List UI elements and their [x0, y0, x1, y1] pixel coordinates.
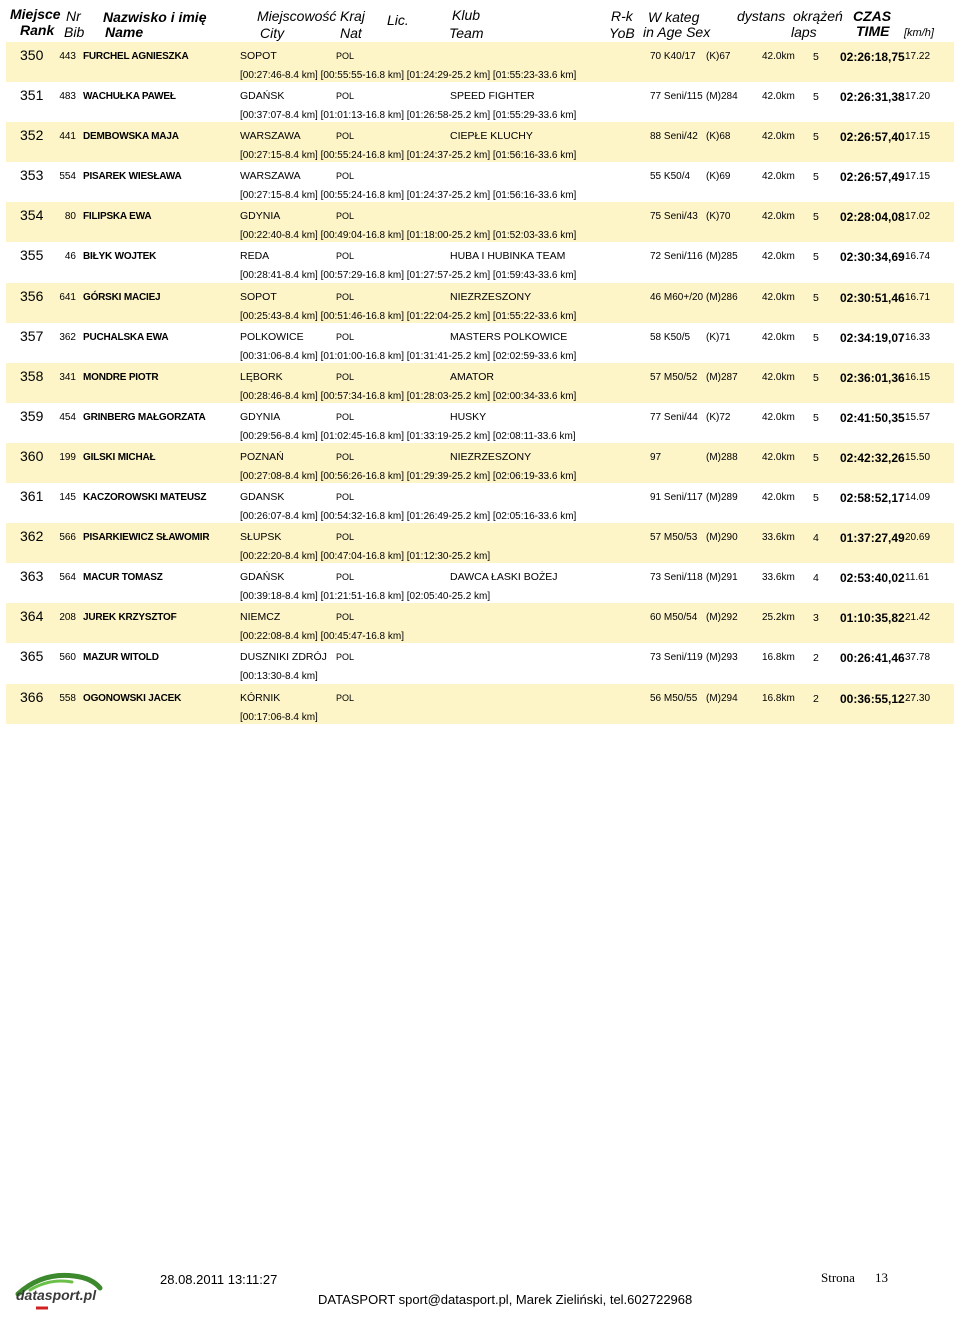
bib-number: 199 — [59, 451, 76, 463]
header-city-pl: Miejscowość — [257, 8, 337, 24]
rank: 355 — [20, 247, 44, 264]
rank: 366 — [20, 688, 44, 705]
city: POLKOWICE — [240, 330, 304, 343]
header-lic: Lic. — [387, 12, 409, 28]
sex-rank: (M)289 — [706, 492, 738, 504]
distance: 33.6km — [762, 532, 795, 544]
distance: 42.0km — [762, 411, 795, 423]
speed: 11.61 — [905, 572, 930, 584]
header-time-pl: CZAS — [853, 8, 892, 24]
nationality: POL — [336, 572, 355, 583]
participant-name: MAZUR WITOLD — [83, 652, 159, 664]
city: GDANSK — [240, 491, 285, 504]
finish-time: 02:34:19,07 — [840, 330, 905, 345]
finish-time: 02:42:32,26 — [840, 450, 905, 465]
city: WARSZAWA — [240, 170, 301, 183]
bib-number: 341 — [59, 371, 76, 383]
table-row — [6, 162, 954, 202]
table-row — [6, 443, 954, 483]
team-name: HUBA I HUBINKA TEAM — [450, 250, 566, 263]
city: SOPOT — [240, 50, 277, 62]
sex-rank: (M)287 — [706, 371, 738, 383]
bib-number: 46 — [64, 251, 76, 263]
split-times: [00:28:41-8.4 km] [00:57:29-16.8 km] [01:27:57-25.2 km] [01:59:43-33.6 km] — [240, 270, 577, 282]
city: SOPOT — [240, 290, 277, 303]
rank: 360 — [20, 447, 44, 464]
rank: 365 — [20, 648, 44, 665]
table-row — [6, 283, 954, 323]
rank: 350 — [20, 47, 44, 63]
distance: 42.0km — [762, 492, 795, 504]
city: REDA — [240, 250, 270, 263]
age-category: 77 Seni/115 — [650, 91, 703, 103]
team-name: NIEZRZESZONY — [450, 450, 532, 463]
age-category: 58 K50/5 — [650, 331, 691, 343]
laps-count: 5 — [813, 171, 819, 184]
laps-count: 4 — [813, 572, 819, 585]
finish-time: 00:36:55,12 — [840, 691, 905, 706]
nationality: POL — [336, 51, 355, 61]
participant-name: FURCHEL AGNIESZKA — [83, 51, 189, 62]
age-category: 70 K40/17 — [650, 51, 696, 62]
bib-number: 483 — [59, 91, 76, 103]
city: LĘBORK — [240, 370, 283, 383]
speed: 16.74 — [905, 251, 931, 263]
age-category: 91 Seni/117 — [650, 492, 703, 504]
city: GDYNIA — [240, 410, 281, 423]
participant-name: BIŁYK WOJTEK — [83, 251, 157, 263]
age-category: 60 M50/54 — [650, 612, 698, 624]
table-row — [6, 643, 954, 683]
rank: 361 — [20, 488, 44, 505]
nationality: POL — [336, 331, 355, 342]
logo-text: datasport.pl — [16, 1287, 97, 1303]
bib-number: 564 — [59, 572, 76, 584]
header-yob-pl: R-k — [611, 8, 633, 24]
speed: 27.30 — [905, 692, 931, 704]
header-category-pl: W kateg — [648, 9, 700, 25]
sex-rank: (M)292 — [706, 612, 738, 624]
speed: 37.78 — [905, 652, 931, 664]
bib-number: 80 — [64, 211, 76, 223]
finish-time: 02:26:18,75 — [840, 50, 905, 64]
split-times: [00:17:06-8.4 km] — [240, 711, 318, 723]
nationality: POL — [336, 652, 355, 663]
laps-count: 5 — [813, 291, 819, 304]
team-name: AMATOR — [450, 370, 494, 383]
city: NIEMCZ — [240, 611, 281, 624]
age-category: 73 Seni/119 — [650, 652, 703, 664]
table-row — [6, 523, 954, 563]
laps-count: 5 — [813, 211, 819, 224]
nationality: POL — [336, 291, 355, 302]
laps-count: 5 — [813, 331, 819, 344]
footer-page-label: Strona — [821, 1270, 855, 1285]
rank: 364 — [20, 608, 44, 625]
distance: 42.0km — [762, 371, 795, 383]
header-time-en: TIME — [856, 23, 890, 39]
sex-rank: (K)70 — [706, 211, 731, 223]
sex-rank: (M)288 — [706, 451, 738, 463]
laps-count: 5 — [813, 371, 819, 384]
table-row — [6, 323, 954, 363]
speed: 16.15 — [905, 371, 931, 383]
rank: 352 — [20, 127, 44, 144]
sex-rank: (K)68 — [706, 131, 731, 143]
sex-rank: (K)71 — [706, 331, 731, 343]
laps-count: 4 — [813, 532, 819, 545]
participant-name: OGONOWSKI JACEK — [83, 692, 182, 704]
results-table — [6, 42, 954, 724]
split-times: [00:26:07-8.4 km] [00:54:32-16.8 km] [01:26:49-25.2 km] [02:05:16-33.6 km] — [240, 511, 577, 523]
footer-page-number: 13 — [875, 1270, 888, 1285]
finish-time: 02:26:57,40 — [840, 130, 905, 145]
nationality: POL — [336, 451, 355, 462]
sex-rank: (K)69 — [706, 171, 731, 183]
age-category: 55 K50/4 — [650, 171, 691, 183]
bib-number: 560 — [59, 652, 76, 664]
header-laps-pl: okrążeń — [793, 8, 843, 24]
laps-count: 5 — [813, 251, 819, 264]
speed: 16.33 — [905, 331, 931, 343]
sex-rank: (M)290 — [706, 532, 738, 544]
participant-name: FILIPSKA EWA — [83, 211, 152, 223]
age-category: 88 Seni/42 — [650, 131, 698, 143]
team-name: HUSKY — [450, 410, 487, 423]
table-row — [6, 483, 954, 523]
nationality: POL — [336, 532, 355, 543]
header-rank-en: Rank — [20, 22, 55, 38]
rank: 362 — [20, 528, 44, 545]
participant-name: GRINBERG MAŁGORZATA — [83, 411, 206, 423]
team-name: SPEED FIGHTER — [450, 90, 535, 103]
participant-name: PUCHALSKA EWA — [83, 331, 169, 343]
finish-time: 02:36:01,36 — [840, 370, 905, 385]
table-row — [6, 82, 954, 122]
rank: 353 — [20, 167, 44, 184]
finish-time: 01:37:27,49 — [840, 531, 905, 546]
nationality: POL — [336, 211, 355, 222]
bib-number: 454 — [59, 411, 76, 423]
rank: 354 — [20, 207, 44, 224]
split-times: [00:29:56-8.4 km] [01:02:45-16.8 km] [01:33:19-25.2 km] [02:08:11-33.6 km] — [240, 430, 576, 442]
distance: 42.0km — [762, 91, 795, 103]
laps-count: 5 — [813, 411, 819, 424]
city: WARSZAWA — [240, 130, 301, 143]
split-times: [00:27:15-8.4 km] [00:55:24-16.8 km] [01:24:37-25.2 km] [01:56:16-33.6 km] — [240, 150, 577, 162]
table-row — [6, 202, 954, 242]
bib-number: 554 — [59, 171, 76, 183]
speed: 17.02 — [905, 211, 931, 223]
distance: 33.6km — [762, 572, 795, 584]
speed: 15.57 — [905, 411, 931, 423]
participant-name: PISARKIEWICZ SŁAWOMIR — [83, 532, 210, 544]
header-yob-en: YoB — [609, 25, 635, 41]
speed: 15.50 — [905, 451, 931, 463]
finish-time: 02:26:31,38 — [840, 90, 905, 105]
rank: 363 — [20, 568, 44, 585]
team-name: MASTERS POLKOWICE — [450, 330, 568, 343]
speed: 21.42 — [905, 612, 931, 624]
laps-count: 2 — [813, 652, 819, 665]
finish-time: 02:26:57,49 — [840, 170, 905, 185]
age-category: 46 M60+/20 — [650, 291, 704, 303]
participant-name: GILSKI MICHAŁ — [83, 451, 156, 463]
header-name-en: Name — [105, 24, 144, 40]
age-category: 57 M50/53 — [650, 532, 698, 544]
distance: 16.8km — [762, 692, 795, 704]
rank: 356 — [20, 287, 44, 304]
table-row — [6, 242, 954, 282]
laps-count: 3 — [813, 612, 819, 625]
participant-name: MONDRE PIOTR — [83, 371, 159, 383]
rank: 359 — [20, 407, 44, 424]
sex-rank: (M)291 — [706, 572, 738, 584]
header-name-pl: Nazwisko i imię — [103, 9, 207, 25]
bib-number: 362 — [59, 331, 76, 343]
distance: 42.0km — [762, 211, 795, 223]
table-row — [6, 563, 954, 603]
distance: 42.0km — [762, 51, 795, 62]
table-row — [6, 122, 954, 162]
bib-number: 145 — [59, 492, 76, 504]
bib-number: 558 — [59, 692, 76, 704]
header-nat-en: Nat — [340, 25, 362, 41]
age-category: 75 Seni/43 — [650, 211, 698, 223]
speed: 20.69 — [905, 532, 931, 544]
city: GDAŃSK — [240, 90, 285, 103]
city: GDAŃSK — [240, 571, 285, 584]
laps-count: 5 — [813, 51, 819, 63]
bib-number: 441 — [59, 131, 76, 143]
table-row — [6, 403, 954, 443]
distance: 42.0km — [762, 131, 795, 143]
nationality: POL — [336, 371, 355, 382]
table-row — [6, 363, 954, 403]
participant-name: WACHUŁKA PAWEŁ — [83, 91, 176, 103]
participant-name: MACUR TOMASZ — [83, 572, 163, 584]
city: KÓRNIK — [240, 691, 281, 704]
speed: 17.15 — [905, 131, 931, 143]
split-times: [00:22:08-8.4 km] [00:45:47-16.8 km] — [240, 631, 404, 643]
rank: 351 — [20, 87, 44, 104]
city: DUSZNIKI ZDRÓJ — [240, 651, 327, 664]
sex-rank: (M)293 — [706, 652, 738, 664]
city: GDYNIA — [240, 210, 281, 223]
team-name: NIEZRZESZONY — [450, 290, 532, 303]
split-times: [00:13:30-8.4 km] — [240, 671, 318, 683]
distance: 42.0km — [762, 251, 795, 263]
finish-time: 02:53:40,02 — [840, 571, 905, 586]
age-category: 56 M50/55 — [650, 692, 698, 704]
nationality: POL — [336, 131, 355, 142]
participant-name: JUREK KRZYSZTOF — [83, 612, 177, 624]
distance: 42.0km — [762, 451, 795, 463]
sex-rank: (M)294 — [706, 692, 738, 704]
speed: 16.71 — [905, 291, 931, 303]
participant-name: KACZOROWSKI MATEUSZ — [83, 492, 207, 504]
speed: 17.20 — [905, 91, 931, 103]
laps-count: 5 — [813, 91, 819, 104]
team-name: DAWCA ŁASKI BOŻEJ — [450, 571, 558, 584]
bib-number: 566 — [59, 532, 76, 544]
sex-rank: (M)285 — [706, 251, 738, 263]
bib-number: 641 — [59, 291, 76, 303]
laps-count: 5 — [813, 451, 819, 464]
speed: 14.09 — [905, 492, 931, 504]
distance: 16.8km — [762, 652, 795, 664]
finish-time: 02:30:51,46 — [840, 290, 905, 305]
footer-datetime: 28.08.2011 13:11:27 — [160, 1272, 278, 1287]
bib-number: 208 — [59, 612, 76, 624]
participant-name: PISAREK WIESŁAWA — [83, 171, 182, 183]
rank: 358 — [20, 367, 44, 384]
header-bib-en: Bib — [64, 24, 85, 40]
finish-time: 02:58:52,17 — [840, 491, 905, 506]
header-city-en: City — [260, 25, 285, 41]
split-times: [00:22:40-8.4 km] [00:49:04-16.8 km] [01:18:00-25.2 km] [01:52:03-33.6 km] — [240, 230, 577, 242]
split-times: [00:27:46-8.4 km] [00:55:55-16.8 km] [01:24:29-25.2 km] [01:55:23-33.6 km] — [240, 70, 577, 81]
age-category: 77 Seni/44 — [650, 411, 698, 423]
sex-rank: (M)284 — [706, 91, 738, 103]
speed: 17.22 — [905, 51, 931, 62]
header-rank-pl: Miejsce — [10, 6, 61, 22]
header-category-en: in Age Sex — [643, 24, 711, 40]
split-times: [00:39:18-8.4 km] [01:21:51-16.8 km] [02:05:40-25.2 km] — [240, 591, 491, 603]
age-category: 97 — [650, 451, 662, 463]
split-times: [00:28:46-8.4 km] [00:57:34-16.8 km] [01:28:03-25.2 km] [02:00:34-33.6 km] — [240, 390, 577, 402]
nationality: POL — [336, 251, 355, 262]
laps-count: 2 — [813, 692, 819, 705]
footer-contact: DATASPORT sport@datasport.pl, Marek Zieliński, tel.602722968 — [318, 1292, 693, 1307]
table-row — [6, 603, 954, 643]
sex-rank: (M)286 — [706, 291, 738, 303]
sex-rank: (K)72 — [706, 411, 731, 423]
nationality: POL — [336, 692, 355, 703]
nationality: POL — [336, 171, 355, 182]
distance: 25.2km — [762, 612, 795, 624]
header-team-en: Team — [449, 25, 484, 41]
finish-time: 02:30:34,69 — [840, 250, 905, 265]
team-name: CIEPŁE KLUCHY — [450, 130, 533, 143]
laps-count: 5 — [813, 131, 819, 144]
datasport-logo — [12, 1268, 104, 1312]
bib-number: 443 — [59, 51, 76, 62]
header-nat-pl: Kraj — [340, 8, 365, 24]
nationality: POL — [336, 492, 355, 503]
finish-time: 02:41:50,35 — [840, 410, 905, 425]
table-row — [6, 42, 954, 82]
nationality: POL — [336, 612, 355, 623]
split-times: [00:27:15-8.4 km] [00:55:24-16.8 km] [01:24:37-25.2 km] [01:56:16-33.6 km] — [240, 190, 577, 202]
sex-rank: (K)67 — [706, 51, 731, 62]
speed: 17.15 — [905, 171, 931, 183]
table-row — [6, 684, 954, 724]
participant-name: DEMBOWSKA MAJA — [83, 131, 179, 143]
distance: 42.0km — [762, 171, 795, 183]
split-times: [00:22:20-8.4 km] [00:47:04-16.8 km] [01:12:30-25.2 km] — [240, 551, 491, 563]
finish-time: 00:26:41,46 — [840, 651, 905, 666]
split-times: [00:25:43-8.4 km] [00:51:46-16.8 km] [01:22:04-25.2 km] [01:55:22-33.6 km] — [240, 310, 577, 322]
nationality: POL — [336, 411, 355, 422]
header-laps-en: laps — [791, 24, 817, 40]
distance: 42.0km — [762, 291, 795, 303]
finish-time: 01:10:35,82 — [840, 611, 905, 626]
header-distance-pl: dystans — [737, 8, 786, 24]
header-team-pl: Klub — [452, 7, 481, 23]
city: POZNAŃ — [240, 450, 284, 463]
header-bib-pl: Nr — [66, 8, 81, 24]
laps-count: 5 — [813, 492, 819, 505]
split-times: [00:27:08-8.4 km] [00:56:26-16.8 km] [01:29:39-25.2 km] [02:06:19-33.6 km] — [240, 470, 577, 482]
participant-name: GÓRSKI MACIEJ — [83, 291, 161, 303]
distance: 42.0km — [762, 331, 795, 343]
split-times: [00:31:06-8.4 km] [01:01:00-16.8 km] [01:31:41-25.2 km] [02:02:59-33.6 km] — [240, 350, 577, 362]
age-category: 57 M50/52 — [650, 371, 698, 383]
nationality: POL — [336, 91, 355, 102]
age-category: 72 Seni/116 — [650, 251, 703, 263]
rank: 357 — [20, 327, 44, 344]
split-times: [00:37:07-8.4 km] [01:01:13-16.8 km] [01:26:58-25.2 km] [01:55:29-33.6 km] — [240, 110, 577, 122]
city: SŁUPSK — [240, 531, 282, 544]
age-category: 73 Seni/118 — [650, 572, 703, 584]
header-speed: [km/h] — [904, 27, 934, 39]
finish-time: 02:28:04,08 — [840, 210, 905, 225]
